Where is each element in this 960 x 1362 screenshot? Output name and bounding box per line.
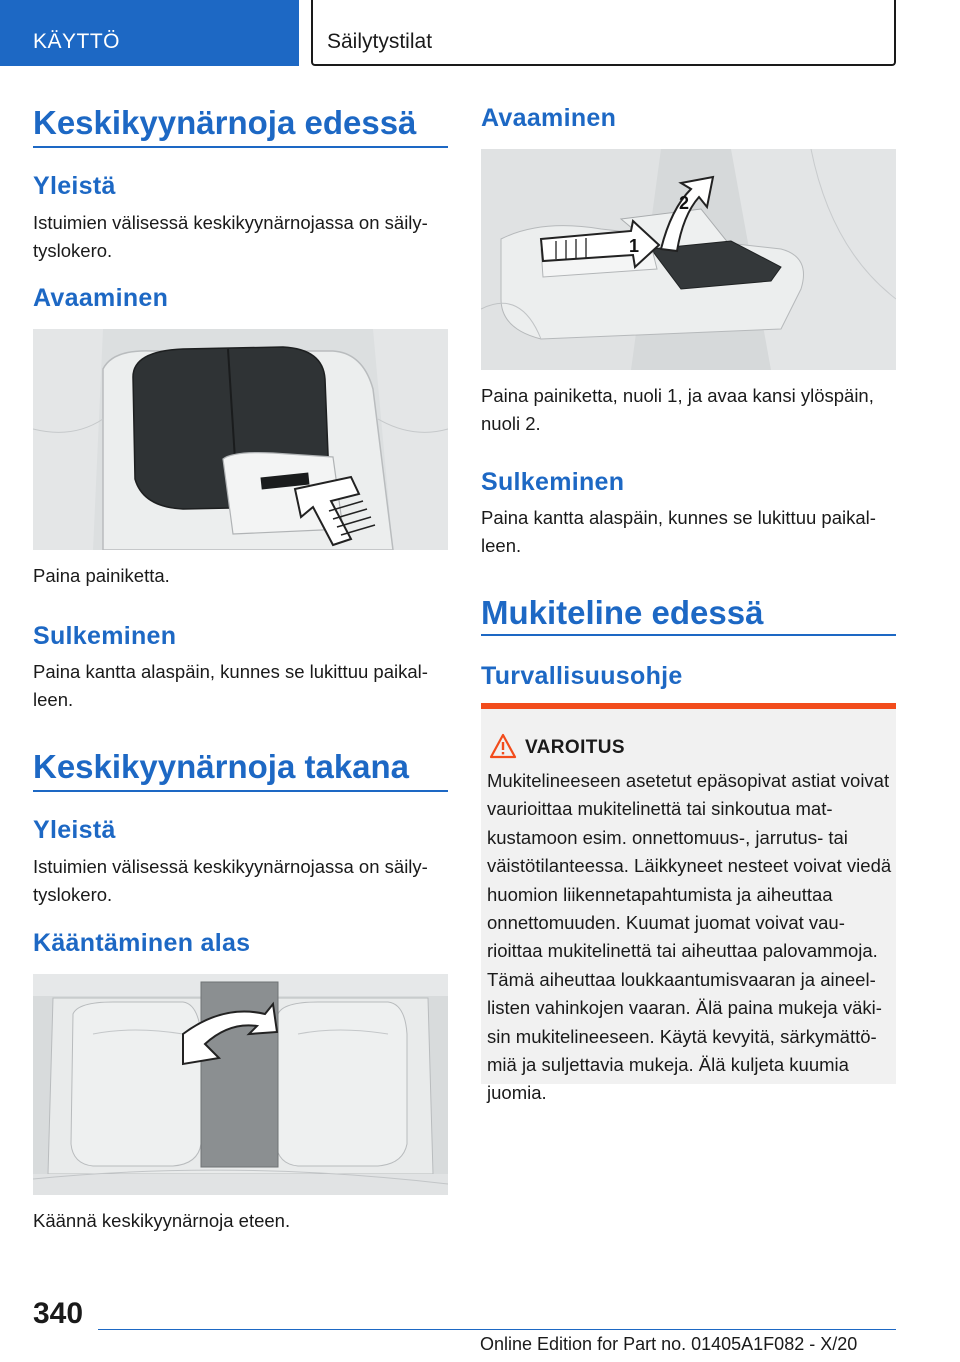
caption-rear-open: Paina painiketta, nuoli 1, ja avaa kansi ylöspäin, nuoli 2. [481,385,874,434]
arrow-1-label: 1 [629,236,640,256]
subheading-front-general: Yleistä [33,172,116,200]
subheading-rear-fold: Kääntäminen alas [33,929,251,957]
text-front-general: Istuimien välisessä keskikyynärnojassa on säilytyslokero. [33,212,428,261]
subheading-rear-open: Avaaminen [481,104,617,132]
figure-rear-armrest-open [481,149,896,370]
subheading-safety: Turvallisuusohje [481,662,683,690]
heading-rule [481,634,896,636]
heading-front-cupholder: Mukiteline edessä [481,594,764,631]
footer-rule [98,1329,896,1330]
rear-armrest-open-illustration [481,149,896,370]
warning-title: VAROITUS [525,737,625,758]
heading-front-armrest: Keskikyynärnoja edessä [33,104,417,141]
heading-rear-armrest: Keskikyynärnoja takana [33,748,410,785]
figure-front-armrest-button [33,329,448,550]
subheading-front-open: Avaaminen [33,284,169,312]
subheading-front-close: Sulkeminen [33,622,177,650]
heading-rule [33,790,448,792]
caption-front-open: Paina painiketta. [33,565,170,586]
page-number: 340 [33,1297,84,1330]
header-chapter-label: Säilytystilat [327,30,433,53]
text-front-close: Paina kantta alaspäin, kunnes se lukittuu paikalleen. [33,661,428,710]
subheading-rear-general: Yleistä [33,816,116,844]
warning-triangle-icon [489,733,517,759]
figure-rear-armrest-fold [33,974,448,1195]
heading-rule [33,146,448,148]
arrow-2-label: 2 [679,193,690,213]
footer-edition-text: Online Edition for Part no. 01405A1F082 - X/20 [480,1334,858,1354]
text-rear-close: Paina kantta alaspäin, kunnes se lukittuu paikalleen. [481,507,876,556]
rear-seat-illustration [33,974,448,1195]
header-section-label: KÄYTTÖ [33,30,121,53]
front-armrest-illustration [33,329,448,550]
warning-text: Mukitelineeseen asetetut epäsopivat astiat voivat vaurioittaa mukitelinettä tai sinkoutua matkustamoon esim. onnettomuus-, jarrutus- tai väistötilanteessa. Läikkyneet nesteet voivat viedä huomion liikennetapahtumista ja aiheuttaa onnettomuuden. Kuumat juomat voivat vaurioittaa mukitelinettä tai aiheuttaa palovammoja. Tämä aiheuttaa loukkaantumisvaaran ja aineellisten vahinkojen vaaran. Älä paina mukeja väkisin mukitelineeseen. Käytä kevyitä, särkymättömiä ja suljettavia mukeja. Älä kuljeta kuumia juomia. [487,770,892,1104]
caption-rear-fold: Käännä keskikyynärnoja eteen. [33,1210,291,1231]
text-rear-general: Istuimien välisessä keskikyynärnojassa on säilytyslokero. [33,856,428,905]
subheading-rear-close: Sulkeminen [481,468,625,496]
warning-box [481,703,896,1104]
